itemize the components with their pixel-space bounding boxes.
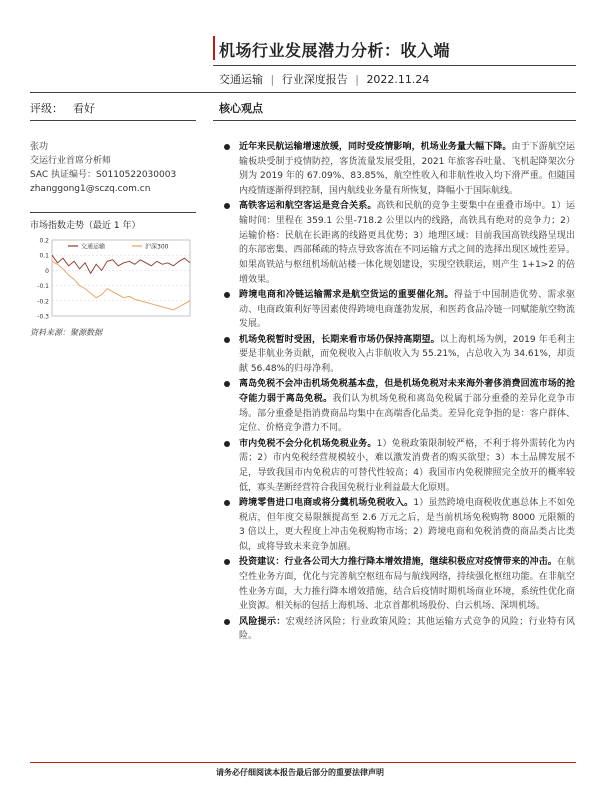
- y-tick-label: 0: [45, 267, 49, 275]
- key-point-text: 1）虽然跨境电商税收优惠总体上不如免税店，但年度交易限额提高至 2.6 万元之后，是当前机场免税购物 8000 元限额的 3 倍以上，更大程度上冲击免税购物市场；2）跨境电商和免税消费的商品类占比类似，或将导致未来竞争加剧。: [239, 497, 575, 552]
- legend-label: 沪深300: [145, 243, 169, 251]
- chart-source: 资料来源：聚源数据: [30, 328, 102, 337]
- report-date: 2022.11.24: [366, 73, 430, 86]
- key-point-text: 在航空性业务方面，优化与完善航空枢纽布局与航线网络，持续强化枢纽功能。在非航空性业务方面，大力推行降本增效措施，结合后疫情时期机场商业环境，系统性优化商业资源。相关标的包括上海机场、北京首都机场股份、白云机场、深圳机场。: [239, 557, 575, 612]
- key-point-heading: 高铁客运和航空客运是竞合关系。: [239, 201, 377, 212]
- key-point-text: 以上海机场为例，2019 年毛利主要是非航业务贡献，而免税收入占非航收入为 55.21%，占总收入为 34.61%，却贡献 56.48%的归母净利。: [239, 334, 575, 375]
- key-point-text: 高铁和民航的竞争主要集中在重叠市场中。1）运输时间：里程在 359.1 公里-718.2 公里以内的线路，高铁具有绝对的竞争力；2）运输价格：民航在长距离的线路更具优势；3）地理区域：目前我国高铁线路呈现出的东部密集、西部稀疏的特点导致客流在不同运输方式之间的选择出现区域性差异。如果高铁站与枢纽机场航站楼一体化规划建设，实现空铁联运，则产生 1+1>2 的倍增效果。: [239, 201, 575, 285]
- analyst-info: [30, 140, 176, 196]
- key-point-heading: 近年来民航运输增速放缓，同时受疫情影响，机场业务量大幅下降。: [239, 142, 512, 152]
- key-point: [219, 333, 575, 377]
- bullet-icon: [224, 203, 230, 209]
- chart-title: 市场指数走势（最近 1 年）: [30, 221, 141, 231]
- sector-label: 交通运输: [219, 73, 263, 86]
- report-meta: [219, 71, 429, 87]
- y-tick-label: -0.3: [37, 313, 49, 321]
- title-accent-bar: [213, 36, 215, 60]
- bullet-icon: [224, 441, 230, 447]
- report-type-label: 行业深度报告: [281, 73, 348, 86]
- key-point-text: 得益于中国制造优势、需求驱动、电商政策利好等因素使得跨境电商蓬勃发展，和医药食品冷链一同赋能航空物流发展。: [239, 290, 575, 330]
- chart-top-divider: [30, 212, 196, 213]
- key-point: [219, 140, 575, 199]
- key-point: [219, 555, 575, 614]
- bullet-icon: [224, 144, 230, 150]
- key-point-text: 1）免税政策限制较严格，不利于将外需转化为内需；2）市内免税经营规模较小，难以激发消费者的购买欲望；3）本土品牌发展不足，导致我国市内免税店的可替代性较高；4）我国市内免税牌照完全放开的概率较低，寡头垄断经营符合我国免税行业利益最大化原则。: [239, 438, 575, 493]
- analyst-name: 张功: [30, 142, 49, 152]
- y-tick-label: -0.1: [37, 283, 49, 291]
- key-point-text: 由于下游航空运输板块受制于疫情防控，客货流量发展受阻，2021 年旅客吞吐量、飞机起降架次分别为 2019 年的 67.09%、83.85%，航空性收入和非航性收入均下滑严重。但随国内疫情逐渐得到控制，国内航线业务量有所恢复，降幅小于国际航线。: [239, 142, 575, 197]
- rating-label: 评级：: [30, 102, 63, 115]
- rating: [30, 100, 105, 116]
- rating-value: 看好: [73, 102, 95, 115]
- analyst-cert: SAC 执证编号：S0110522030003: [30, 170, 177, 180]
- title-divider: [213, 65, 576, 66]
- key-point-heading: 风险提示：: [239, 616, 286, 627]
- key-point: [219, 199, 575, 287]
- y-tick-label: 0.2: [39, 237, 49, 245]
- meta-separator: |: [270, 73, 275, 86]
- key-points-list: [219, 140, 575, 644]
- report-title: 机场行业发展潜力分析：收入端: [219, 41, 451, 60]
- market-index-chart: [30, 232, 196, 322]
- key-point-heading: 投资建议：行业各公司大力推行降本增效措施，继续积极应对疫情带来的冲击。: [239, 557, 557, 568]
- y-tick-label: -0.2: [37, 298, 49, 306]
- key-point: [219, 496, 575, 555]
- key-point: [219, 288, 575, 332]
- key-point-heading: 跨境电商和冷链运输需求是航空货运的重要催化剂。: [239, 290, 454, 301]
- analyst-title: 交运行业首席分析师: [30, 156, 112, 166]
- bullet-icon: [224, 381, 230, 387]
- header-divider: [30, 92, 576, 93]
- bullet-icon: [224, 292, 230, 298]
- key-point-heading: 机场免税暂时受困，长期来看市场仍保持高期望。: [239, 334, 440, 345]
- key-point: [219, 377, 575, 436]
- key-point-text: 宏观经济风险；行业政策风险；其他运输方式竞争的风险；行业特有风险。: [239, 616, 575, 642]
- y-tick-label: 0.1: [39, 252, 49, 260]
- key-point-heading: 跨境零售进口电商或将分羹机场免税收入。: [239, 497, 414, 508]
- analyst-email[interactable]: zhanggong1@sczq.com.cn: [30, 184, 151, 194]
- section-title: 核心观点: [219, 102, 263, 115]
- key-point: [219, 615, 575, 644]
- key-point-heading: 市内免税不会分化机场免税业务。: [239, 438, 377, 449]
- legal-disclaimer: 请务必仔细阅读本报告最后部分的重要法律声明: [216, 768, 384, 777]
- legend-label: 交通运输: [81, 243, 106, 251]
- key-point: [219, 437, 575, 496]
- sidebar-divider: [30, 120, 196, 121]
- series-line-0: [52, 255, 190, 273]
- bullet-icon: [224, 500, 230, 506]
- bullet-icon: [224, 619, 230, 625]
- section-divider: [213, 120, 576, 121]
- meta-separator: |: [355, 73, 359, 86]
- bullet-icon: [224, 337, 230, 343]
- key-point-heading: 离岛免税不会冲击机场免税基本盘，但是机场免税对未来海外奢侈消费回流市场的抢夺能力弱于离岛免税。: [239, 379, 575, 404]
- footer-divider: [30, 762, 576, 763]
- key-point-text: 我们认为机场免税和离岛免税属于部分重叠的差异化竞争市场。部分重叠是指消费商品均集中在高端香化品类。差异化竞争指的是：客户群体、定位、价格竞争潜力不同。: [239, 393, 575, 434]
- bullet-icon: [224, 559, 230, 565]
